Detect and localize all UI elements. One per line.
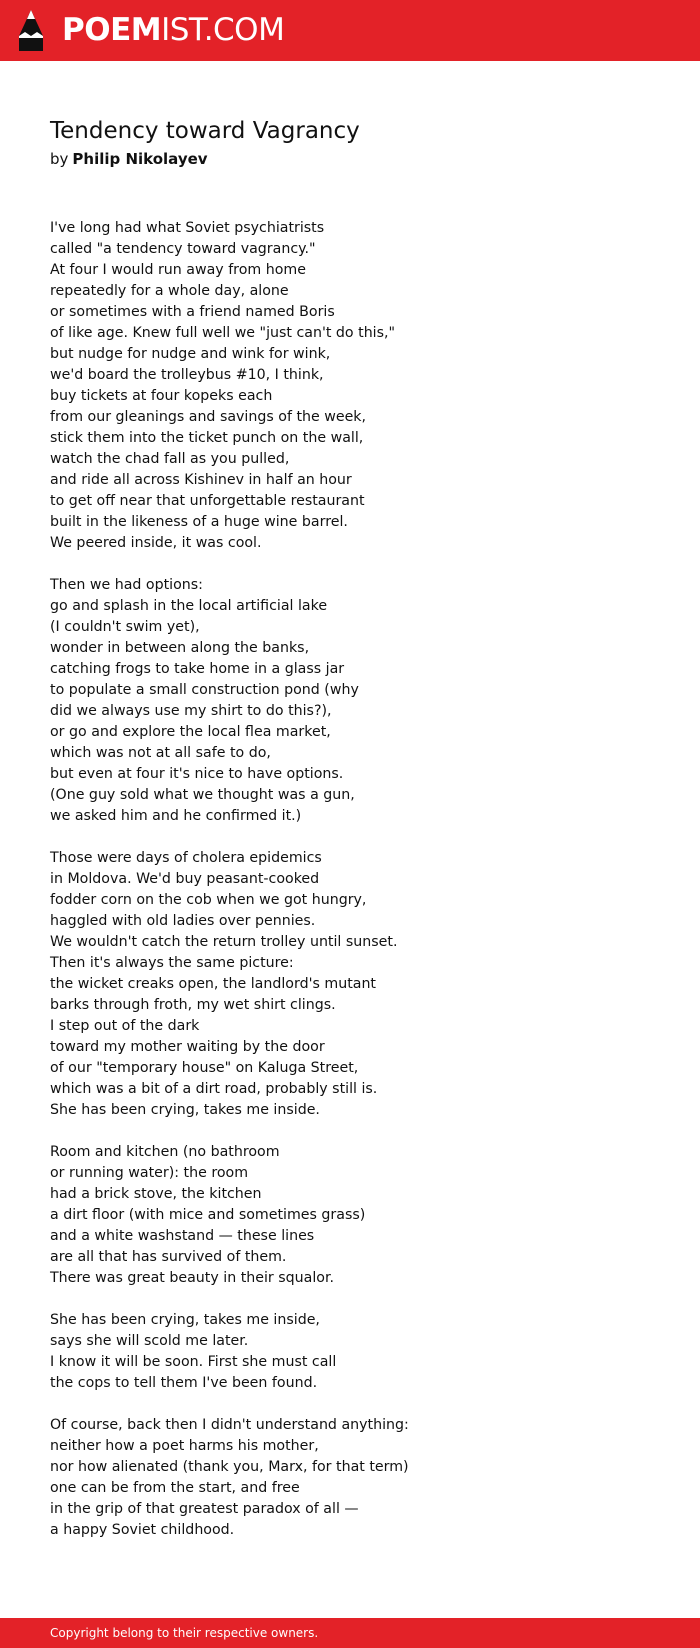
poem-stanza xyxy=(50,1142,670,1289)
poem-line: are all that has survived of them. xyxy=(50,1249,287,1265)
poem-stanza xyxy=(50,575,670,827)
poem-line: to get off near that unforgettable restaurant xyxy=(50,493,365,509)
poem-line: buy tickets at four kopeks each xyxy=(50,388,273,404)
poem-line: we'd board the trolleybus #10, I think, xyxy=(50,367,324,383)
poem-line: She has been crying, takes me inside. xyxy=(50,1102,320,1118)
poem-line: or running water): the room xyxy=(50,1165,249,1181)
poem-line: built in the likeness of a huge wine barrel. xyxy=(50,514,348,530)
logo-text-bold: POEM xyxy=(62,12,162,48)
poem-line: At four I would run away from home xyxy=(50,262,306,278)
poem-line: but nudge for nudge and wink for wink, xyxy=(50,346,331,362)
poem-line: of like age. Knew full well we "just can't do this," xyxy=(50,325,396,341)
poem-line: watch the chad fall as you pulled, xyxy=(50,451,290,467)
poem-line: Then it's always the same picture: xyxy=(50,955,294,971)
poem-line: I've long had what Soviet psychiatrists xyxy=(50,220,325,236)
poem-line: and ride all across Kishinev in half an hour xyxy=(50,472,352,488)
poem-line: (I couldn't swim yet), xyxy=(50,619,200,635)
poem-line: one can be from the start, and free xyxy=(50,1480,300,1496)
poem-line: says she will scold me later. xyxy=(50,1333,249,1349)
author-link[interactable]: Philip Nikolayev xyxy=(72,150,208,168)
poem-line: fodder corn on the cob when we got hungry, xyxy=(50,892,367,908)
poem-title: Tendency toward Vagrancy xyxy=(50,118,360,144)
poem-line: had a brick stove, the kitchen xyxy=(50,1186,262,1202)
poem-line: Room and kitchen (no bathroom xyxy=(50,1144,280,1160)
poem-stanza xyxy=(50,1415,670,1541)
site-logo[interactable] xyxy=(62,12,284,48)
poem-line: did we always use my shirt to do this?), xyxy=(50,703,332,719)
poem-line: stick them into the ticket punch on the wall, xyxy=(50,430,364,446)
by-label: by xyxy=(50,150,69,168)
site-header xyxy=(0,0,700,61)
poem-line: but even at four it's nice to have options. xyxy=(50,766,344,782)
poem-line: nor how alienated (thank you, Marx, for that term) xyxy=(50,1459,409,1475)
poem-line: (One guy sold what we thought was a gun, xyxy=(50,787,355,803)
poem-line: the wicket creaks open, the landlord's mutant xyxy=(50,976,376,992)
poem-line: neither how a poet harms his mother, xyxy=(50,1438,319,1454)
poem-line: I know it will be soon. First she must call xyxy=(50,1354,337,1370)
poem-stanza xyxy=(50,218,670,554)
copyright-text: Copyright belong to their respective owners. xyxy=(50,1626,319,1640)
poem-line: She has been crying, takes me inside, xyxy=(50,1312,320,1328)
poem-line: Then we had options: xyxy=(50,577,203,593)
poem-line: There was great beauty in their squalor. xyxy=(50,1270,335,1286)
poem-line: in the grip of that greatest paradox of all — xyxy=(50,1501,359,1517)
poem-line: haggled with old ladies over pennies. xyxy=(50,913,316,929)
poem-line: We peered inside, it was cool. xyxy=(50,535,262,551)
poem-line: barks through froth, my wet shirt clings. xyxy=(50,997,336,1013)
pencil-tip-icon[interactable] xyxy=(18,10,44,52)
site-footer xyxy=(0,1618,700,1648)
poem-line: we asked him and he confirmed it.) xyxy=(50,808,302,824)
poem-line: and a white washstand — these lines xyxy=(50,1228,315,1244)
poem-line: a happy Soviet childhood. xyxy=(50,1522,235,1538)
poem-line: I step out of the dark xyxy=(50,1018,200,1034)
poem-line: a dirt floor (with mice and sometimes grass) xyxy=(50,1207,366,1223)
poem-line: of our "temporary house" on Kaluga Street, xyxy=(50,1060,359,1076)
poem-line: from our gleanings and savings of the week, xyxy=(50,409,367,425)
poem-line: We wouldn't catch the return trolley until sunset. xyxy=(50,934,398,950)
poem-line: catching frogs to take home in a glass jar xyxy=(50,661,345,677)
poem-line: toward my mother waiting by the door xyxy=(50,1039,325,1055)
poem-line: go and splash in the local artificial lake xyxy=(50,598,328,614)
poem-line: wonder in between along the banks, xyxy=(50,640,310,656)
poem-line: to populate a small construction pond (why xyxy=(50,682,359,698)
poem-stanza xyxy=(50,848,670,1121)
poem-line: or sometimes with a friend named Boris xyxy=(50,304,335,320)
logo-text-light: IST.COM xyxy=(161,12,285,48)
poem-line: or go and explore the local flea market, xyxy=(50,724,331,740)
poem-body xyxy=(50,218,670,1541)
poem-line: repeatedly for a whole day, alone xyxy=(50,283,289,299)
byline xyxy=(50,147,208,171)
poem-line: which was a bit of a dirt road, probably still is. xyxy=(50,1081,378,1097)
poem-line: Of course, back then I didn't understand anything: xyxy=(50,1417,409,1433)
poem-line: the cops to tell them I've been found. xyxy=(50,1375,318,1391)
poem-line: in Moldova. We'd buy peasant-cooked xyxy=(50,871,320,887)
poem-line: called "a tendency toward vagrancy." xyxy=(50,241,316,257)
poem-line: which was not at all safe to do, xyxy=(50,745,271,761)
poem-line: Those were days of cholera epidemics xyxy=(50,850,322,866)
poem-stanza xyxy=(50,1310,670,1394)
